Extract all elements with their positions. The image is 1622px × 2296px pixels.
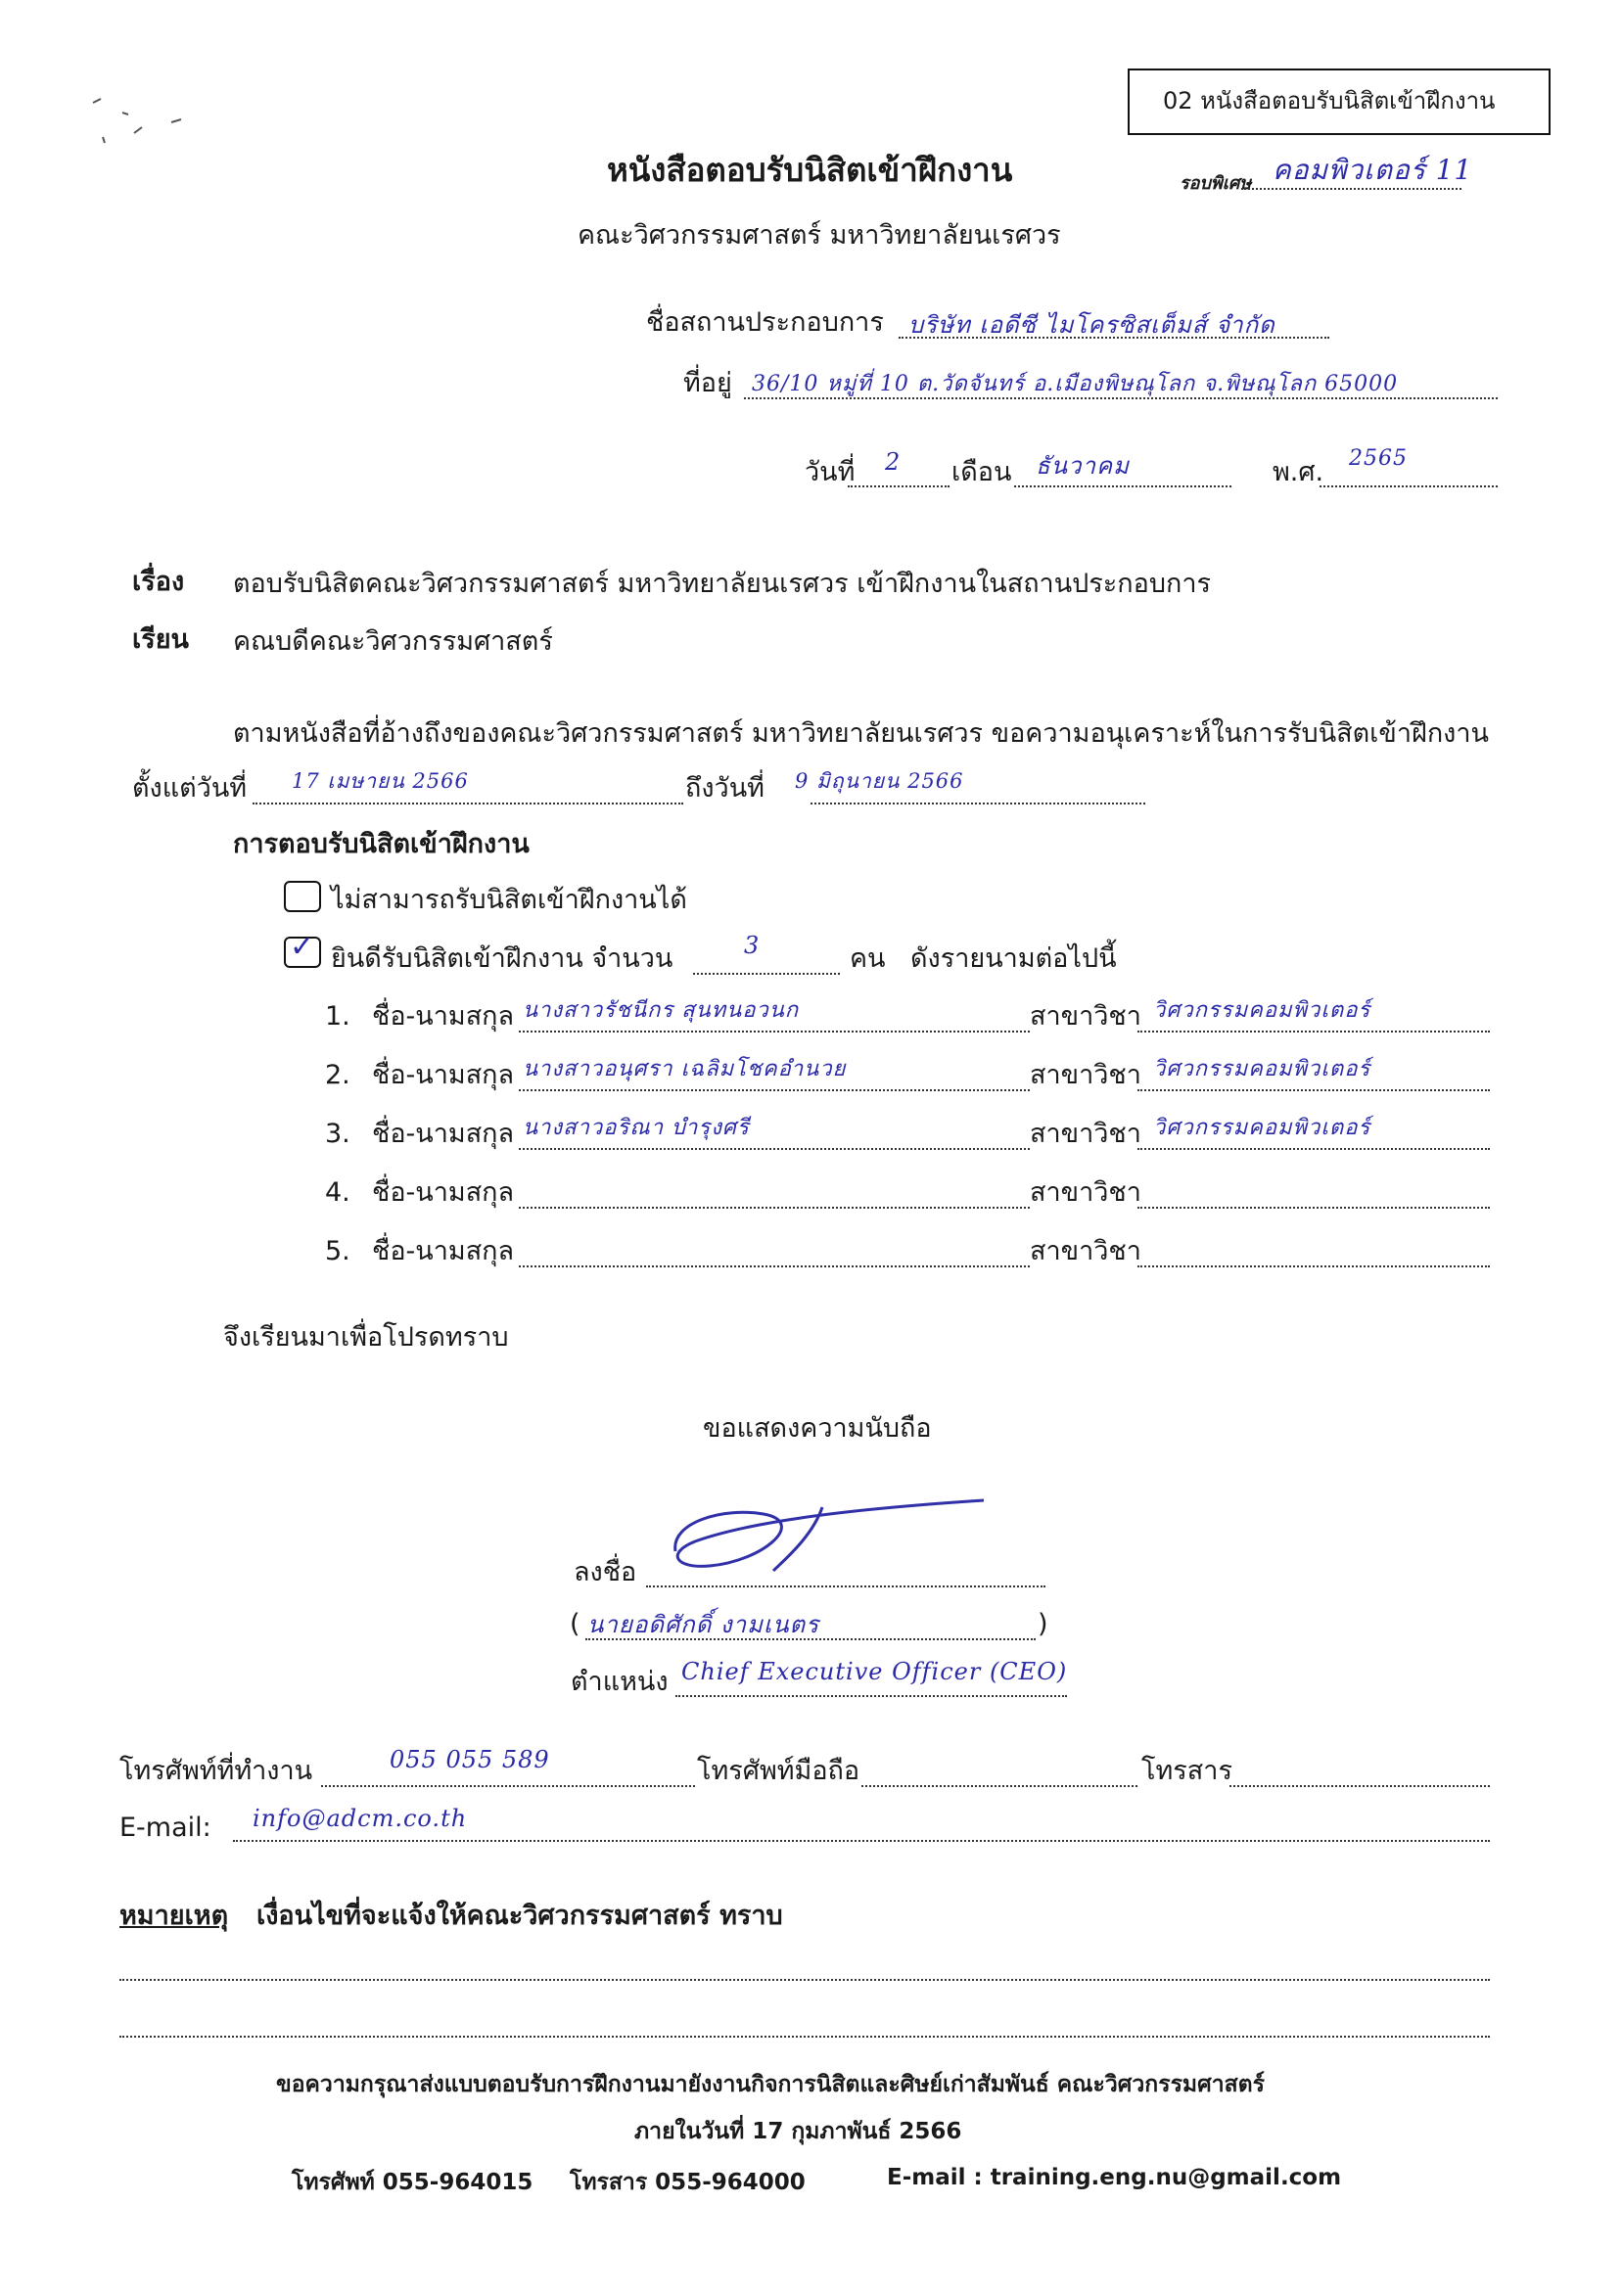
accept-unit: คน bbox=[850, 943, 886, 974]
student-name-label: ชื่อ-นามสกุล bbox=[372, 1060, 515, 1090]
office-phone-line bbox=[321, 1785, 695, 1787]
sign-label: ลงชื่อ bbox=[574, 1557, 637, 1587]
student-name-label: ชื่อ-นามสกุล bbox=[372, 1236, 515, 1266]
remarks-text: เงื่อนไขที่จะแจ้งให้คณะวิศวกรรมศาสตร์ ทราบ bbox=[256, 1901, 783, 1931]
acceptance-heading: การตอบรับนิสิตเข้าฝึกงาน bbox=[233, 829, 530, 859]
footer-line2: ภายในวันที่ 17 กุมภาพันธ์ 2566 bbox=[634, 2119, 962, 2144]
office-phone-label: โทรศัพท์ที่ทำงาน bbox=[119, 1756, 313, 1786]
to-text: คณบดีคณะวิศวกรรมศาสตร์ bbox=[233, 626, 553, 657]
date-month-label: เดือน bbox=[951, 457, 1012, 487]
form-code: 02 หนังสือตอบรับนิสิตเข้าฝึกงาน bbox=[1163, 87, 1496, 115]
student-name-line bbox=[519, 1265, 1030, 1267]
footer-email: E-mail : training.eng.nu@gmail.com bbox=[887, 2165, 1342, 2190]
stray-marks bbox=[83, 83, 210, 161]
signer-open-paren: ( bbox=[570, 1609, 580, 1639]
student-no: 3. bbox=[325, 1119, 350, 1149]
signer-name: นายอดิศักดิ์ งามเนตร bbox=[587, 1611, 820, 1638]
student-name-line bbox=[519, 1148, 1030, 1150]
student-major-line bbox=[1137, 1207, 1490, 1209]
date-day-line bbox=[848, 485, 950, 487]
student-major: วิศวกรรมคอมพิวเตอร์ bbox=[1153, 1057, 1371, 1081]
accept-count: 3 bbox=[744, 932, 761, 959]
to-label: เรียน bbox=[132, 624, 190, 655]
student-major-label: สาขาวิชา bbox=[1030, 1060, 1141, 1090]
student-name: นางสาวอนุศรา เฉลิมโชคอำนวย bbox=[523, 1057, 847, 1081]
student-major-line bbox=[1137, 1089, 1490, 1091]
email-label: E-mail: bbox=[119, 1813, 211, 1843]
period-from: 17 เมษายน 2566 bbox=[292, 769, 469, 793]
remarks-line-1 bbox=[119, 1979, 1490, 1981]
student-name: นางสาวอริณา บำรุงศรี bbox=[523, 1116, 750, 1140]
accept-count-line bbox=[693, 973, 840, 975]
student-major-line bbox=[1137, 1031, 1490, 1033]
regards: ขอแสดงความนับถือ bbox=[703, 1413, 932, 1444]
position-label: ตำแหน่ง bbox=[571, 1667, 669, 1697]
subject-text: ตอบรับนิสิตคณะวิศวกรรมศาสตร์ มหาวิทยาลัยนเรศวร เข้าฝึกงานในสถานประกอบการ bbox=[233, 569, 1212, 599]
date-month-line bbox=[1014, 485, 1231, 487]
student-no: 2. bbox=[325, 1060, 350, 1090]
date-day-label: วันที่ bbox=[805, 457, 856, 487]
subject-label: เรื่อง bbox=[132, 567, 185, 597]
date-year-line bbox=[1320, 485, 1498, 487]
accept-label: ยินดีรับนิสิตเข้าฝึกงาน จำนวน bbox=[331, 943, 673, 974]
faculty-line: คณะวิศวกรรมศาสตร์ มหาวิทยาลัยนเรศวร bbox=[578, 220, 1061, 251]
address-label: ที่อยู่ bbox=[683, 368, 732, 398]
company-label: ชื่อสถานประกอบการ bbox=[646, 307, 884, 338]
student-name-line bbox=[519, 1207, 1030, 1209]
fax-line bbox=[1229, 1785, 1490, 1787]
remarks-line-2 bbox=[119, 2036, 1490, 2038]
office-phone: 055 055 589 bbox=[390, 1746, 550, 1773]
address-value: 36/10 หมู่ที่ 10 ต.วัดจันทร์ อ.เมืองพิษณุโลก จ.พิษณุโลก 65000 bbox=[752, 372, 1399, 396]
reject-label: ไม่สามารถรับนิสิตเข้าฝึกงานได้ bbox=[331, 885, 687, 915]
student-major: วิศวกรรมคอมพิวเตอร์ bbox=[1153, 998, 1371, 1023]
position-value: Chief Executive Officer (CEO) bbox=[681, 1658, 1068, 1685]
mobile-line bbox=[861, 1785, 1137, 1787]
student-name-label: ชื่อ-นามสกุล bbox=[372, 1119, 515, 1149]
body-paragraph: ตามหนังสือที่อ้างถึงของคณะวิศวกรรมศาสตร์ มหาวิทยาลัยนเรศวร ขอความอนุเคราะห์ในการรับนิสิตเข้าฝึกงาน bbox=[233, 718, 1489, 749]
date-month: ธันวาคม bbox=[1036, 452, 1130, 480]
date-year: 2565 bbox=[1349, 446, 1408, 471]
student-major-line bbox=[1137, 1265, 1490, 1267]
footer-fax: โทรสาร 055-964000 bbox=[570, 2170, 806, 2195]
email-line bbox=[233, 1840, 1490, 1842]
period-to: 9 มิถุนายน 2566 bbox=[795, 769, 964, 793]
student-major-label: สาขาวิชา bbox=[1030, 1119, 1141, 1149]
mobile-label: โทรศัพท์มือถือ bbox=[697, 1756, 860, 1786]
sign-line bbox=[646, 1585, 1045, 1587]
student-name-line bbox=[519, 1089, 1030, 1091]
company-value: บริษัท เอดีซี ไมโครซิสเต็มส์ จำกัด bbox=[908, 311, 1275, 339]
fax-label: โทรสาร bbox=[1141, 1756, 1232, 1786]
period-to-label: ถึงวันที่ bbox=[685, 773, 765, 804]
remarks-label: หมายเหตุ bbox=[119, 1901, 229, 1931]
reject-checkbox[interactable] bbox=[284, 881, 321, 912]
page-title: หนังสือตอบรับนิสิตเข้าฝึกงาน bbox=[607, 151, 1013, 189]
email-value: info@adcm.co.th bbox=[253, 1805, 468, 1832]
student-name: นางสาวรัชนีกร สุนทนอวนก bbox=[523, 998, 800, 1023]
student-no: 1. bbox=[325, 1001, 350, 1032]
date-day: 2 bbox=[885, 448, 902, 476]
accept-check-mark: ✓ bbox=[290, 930, 316, 964]
student-major-label: สาขาวิชา bbox=[1030, 1236, 1141, 1266]
period-to-line bbox=[811, 803, 1145, 804]
signature-image bbox=[617, 1483, 1008, 1590]
student-name-line bbox=[519, 1031, 1030, 1033]
period-from-label: ตั้งแต่วันที่ bbox=[132, 773, 248, 804]
student-name-label: ชื่อ-นามสกุล bbox=[372, 1001, 515, 1032]
student-major-line bbox=[1137, 1148, 1490, 1150]
signer-close-paren: ) bbox=[1038, 1609, 1048, 1639]
footer-phone: โทรศัพท์ 055-964015 bbox=[292, 2170, 533, 2195]
student-no: 4. bbox=[325, 1177, 350, 1208]
round-value: คอมพิวเตอร์ 11 bbox=[1273, 154, 1473, 186]
footer-line1: ขอความกรุณาส่งแบบตอบรับการฝึกงานมายังงานกิจการนิสิตและศิษย์เก่าสัมพันธ์ คณะวิศวกรรมศาสตร์ bbox=[276, 2072, 1265, 2097]
date-year-label: พ.ศ. bbox=[1273, 457, 1324, 487]
period-from-line bbox=[253, 803, 683, 804]
accept-tail: ดังรายนามต่อไปนี้ bbox=[910, 943, 1117, 974]
position-line bbox=[675, 1695, 1067, 1697]
round-label: รอบพิเศษ bbox=[1180, 173, 1252, 194]
student-major-label: สาขาวิชา bbox=[1030, 1177, 1141, 1208]
closing-line: จึงเรียนมาเพื่อโปรดทราบ bbox=[223, 1322, 509, 1353]
student-no: 5. bbox=[325, 1236, 350, 1266]
student-name-label: ชื่อ-นามสกุล bbox=[372, 1177, 515, 1208]
student-major-label: สาขาวิชา bbox=[1030, 1001, 1141, 1032]
student-major: วิศวกรรมคอมพิวเตอร์ bbox=[1153, 1116, 1371, 1140]
